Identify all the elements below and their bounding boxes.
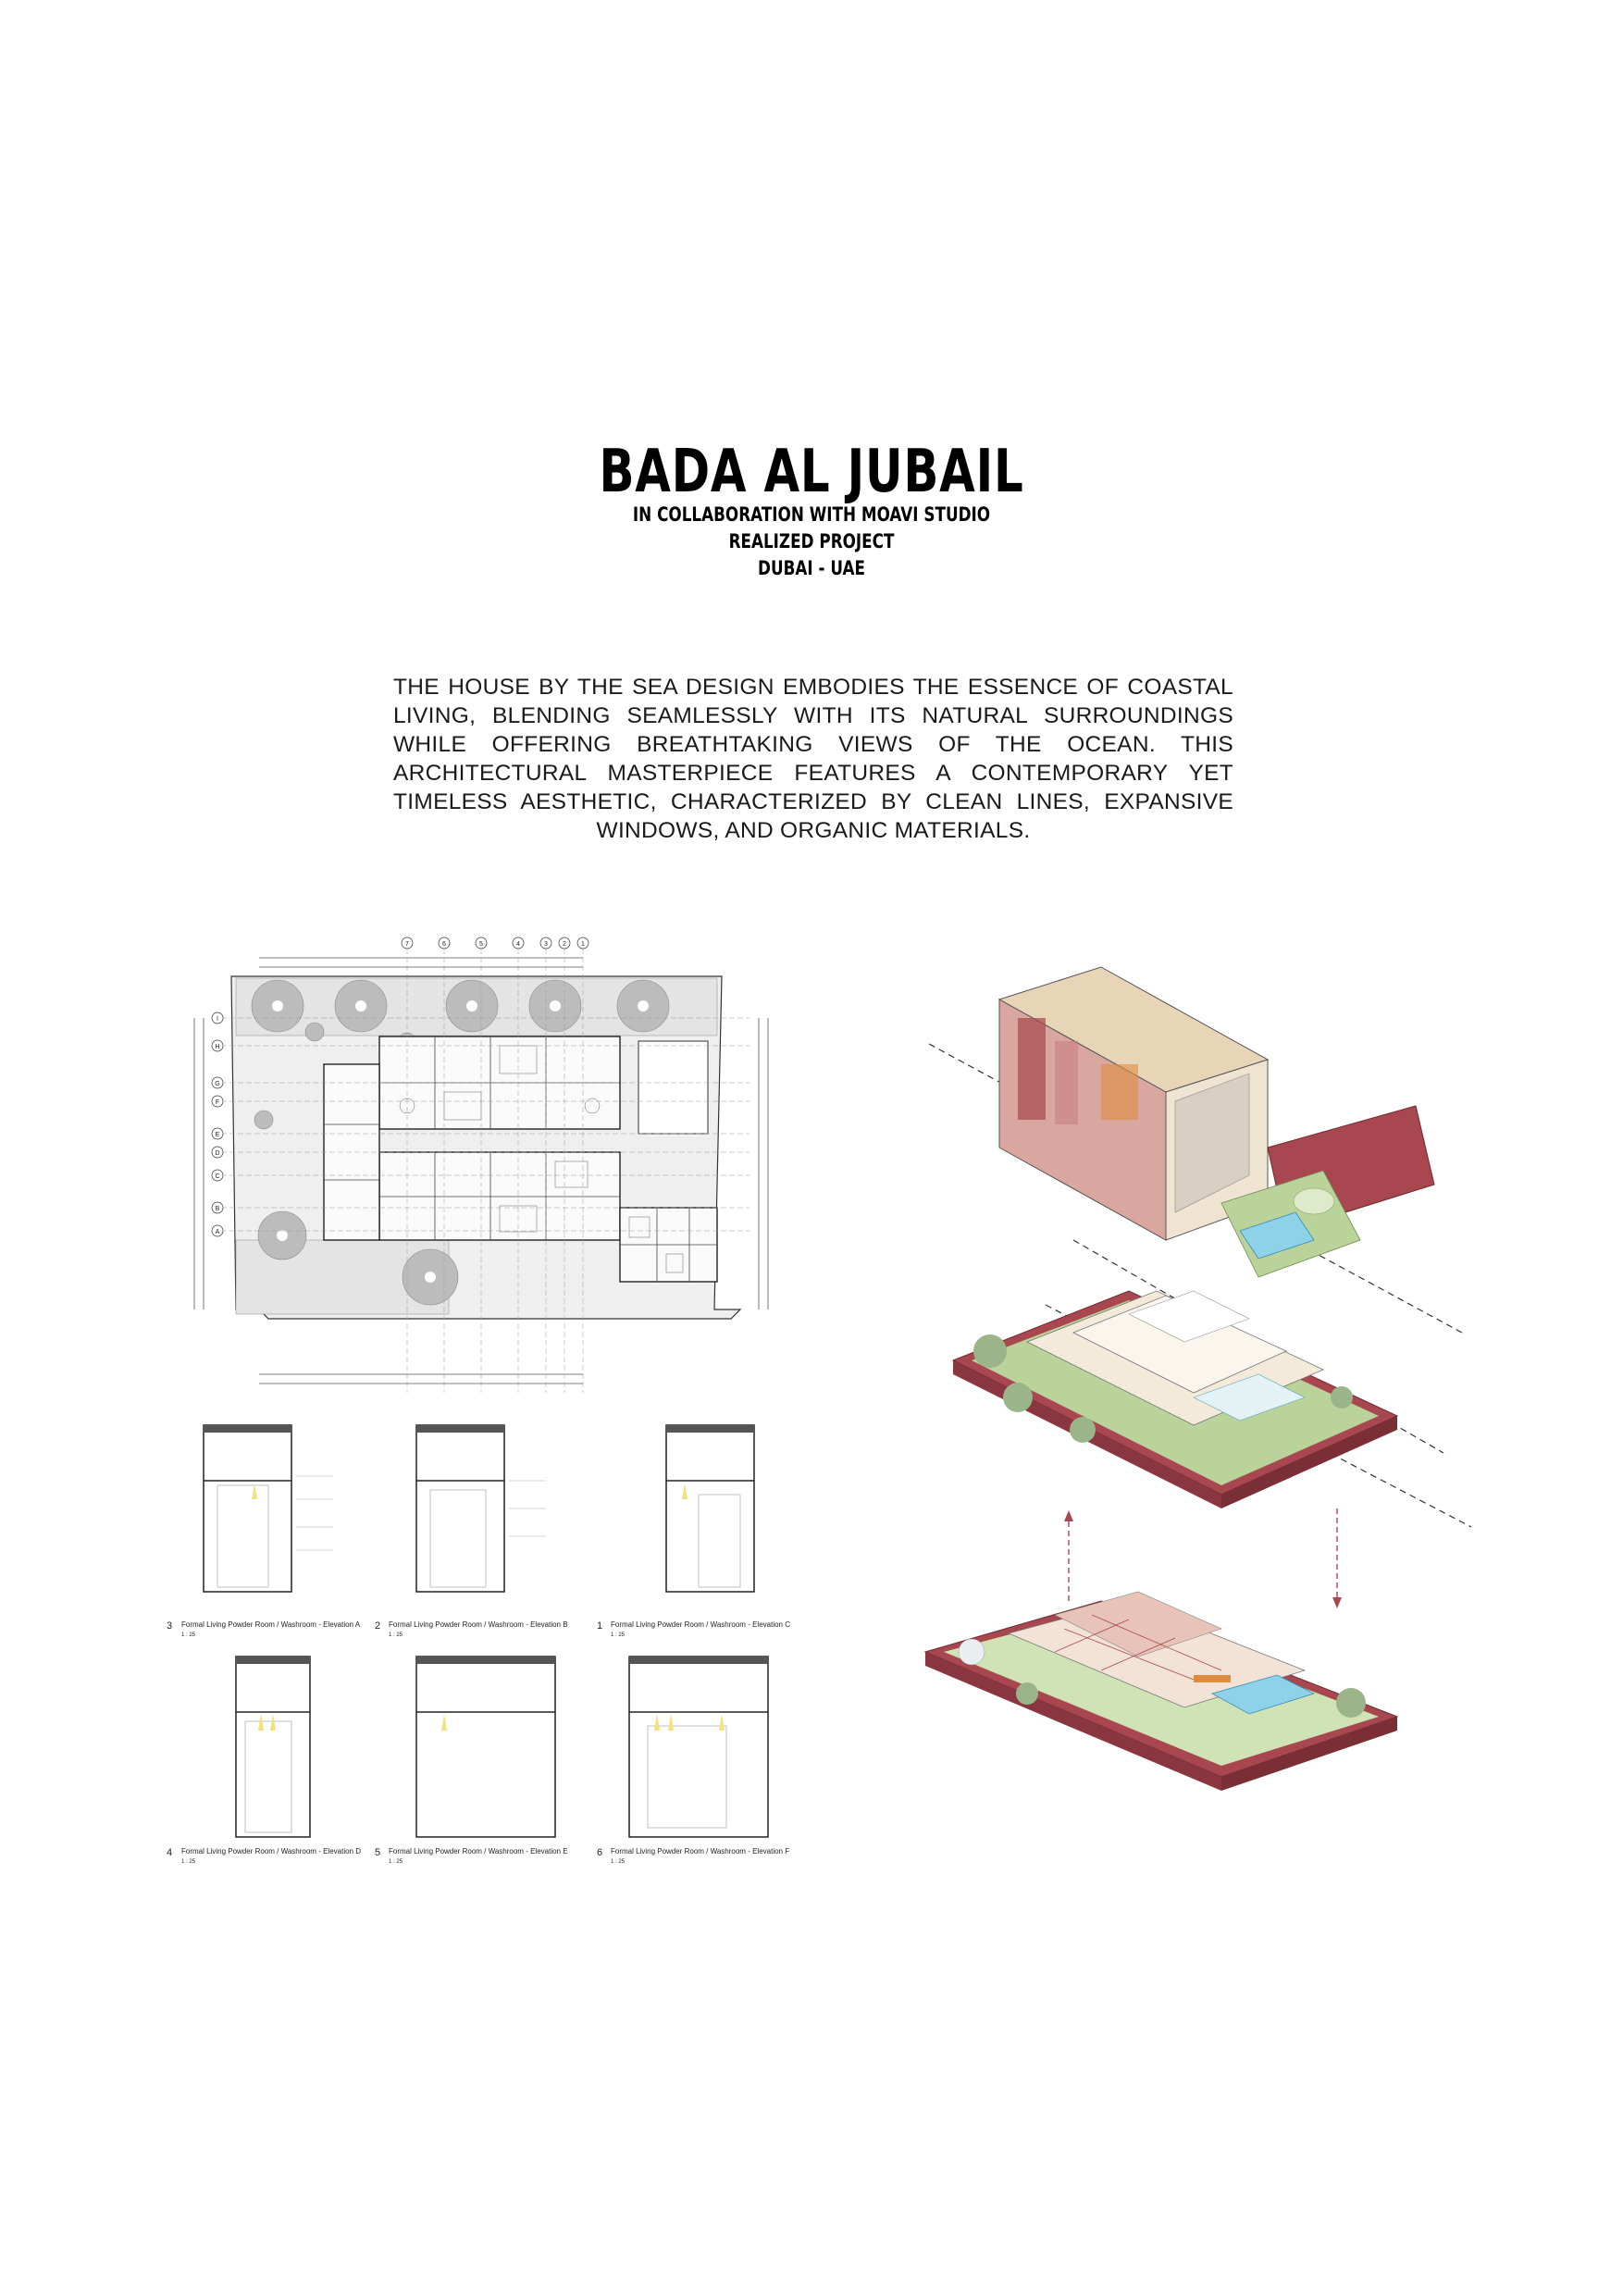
elevation-captions-row-2 [167,1847,789,1865]
elevation-f [629,1657,768,1837]
elevation-scale: 1 : 25 [611,1859,626,1865]
elevation-title: Formal Living Powder Room / Washroom - Elevation D [181,1847,361,1855]
elevation-scale: 1 : 25 [389,1632,403,1638]
elevation-a [204,1425,333,1592]
elevations-row-1 [167,1421,814,1643]
elevation-e [416,1657,555,1837]
svg-text:6: 6 [442,941,446,948]
svg-text:H: H [215,1044,220,1050]
elevation-captions-row-1 [167,1620,790,1638]
svg-text:I: I [217,1016,218,1023]
elevation-number: 2 [375,1620,381,1632]
courtyard [638,1041,708,1134]
elevation-title: Formal Living Powder Room / Washroom - Elevation E [389,1847,568,1855]
axo-section-upper [999,967,1434,1277]
project-title: BADA AL JUBAIL [599,438,1024,506]
elevation-number: 4 [167,1847,173,1858]
svg-text:3: 3 [544,941,548,948]
exploded-axonometric [916,962,1471,1814]
elevation-scale: 1 : 25 [181,1859,196,1865]
subtitle-project-type: REALIZED PROJECT [728,530,895,552]
subtitle-location: DUBAI - UAE [758,557,865,579]
svg-text:C: C [215,1173,220,1180]
project-description: THE HOUSE BY THE SEA DESIGN EMBODIES THE ESSENCE OF COASTAL LIVING, BLENDING SEAMLESSLY WITH ITS NATURAL SURROUNDINGS WHILE OFFERING BREATHTAKING VIEWS OF THE OCEAN. THIS ARCHITECTURAL MASTERPIECE FEATURES A CONTEMPORARY YET TIMELESS AESTHETIC, CHARACTERIZED BY CLEAN LINES, EXPANSIVE WINDOWS, AND ORGANIC MATERIALS. [393,675,1233,843]
svg-text:4: 4 [516,941,520,948]
elevations-row-2 [167,1647,814,1869]
elevation-title: Formal Living Powder Room / Washroom - Elevation C [611,1620,790,1629]
elevation-c [666,1425,754,1592]
svg-text:F: F [215,1099,220,1106]
elevation-title: Formal Living Powder Room / Washroom - Elevation B [389,1620,568,1629]
elevation-title: Formal Living Powder Room / Washroom - Elevation A [181,1620,361,1629]
elevation-number: 6 [597,1847,603,1858]
svg-text:1: 1 [581,941,585,948]
elevation-scale: 1 : 25 [611,1632,626,1638]
svg-text:A: A [215,1229,220,1235]
svg-text:5: 5 [479,941,483,948]
elevation-title: Formal Living Powder Room / Washroom - Elevation F [611,1847,790,1855]
elevation-number: 5 [375,1847,381,1858]
elevation-b [416,1425,546,1592]
site-floor-plan [176,930,814,1411]
grid-col-labels [405,941,585,948]
axo-ground-level [925,1592,1397,1791]
svg-text:D: D [215,1150,220,1157]
axo-roof-level [953,1291,1397,1508]
elevation-number: 1 [597,1620,603,1632]
elevation-scale: 1 : 25 [181,1632,196,1638]
svg-text:G: G [215,1081,220,1087]
grid-bubbles-cols [402,937,588,949]
title-block [0,438,1623,582]
elevation-number: 3 [167,1620,173,1632]
svg-text:7: 7 [405,941,409,948]
svg-text:B: B [215,1206,220,1212]
subtitle-collaboration: IN COLLABORATION WITH MOAVI STUDIO [632,503,991,526]
svg-text:E: E [215,1132,220,1138]
elevation-d [236,1657,310,1837]
elevation-scale: 1 : 25 [389,1859,403,1865]
svg-text:2: 2 [563,941,566,948]
explode-arrows [1069,1508,1337,1601]
